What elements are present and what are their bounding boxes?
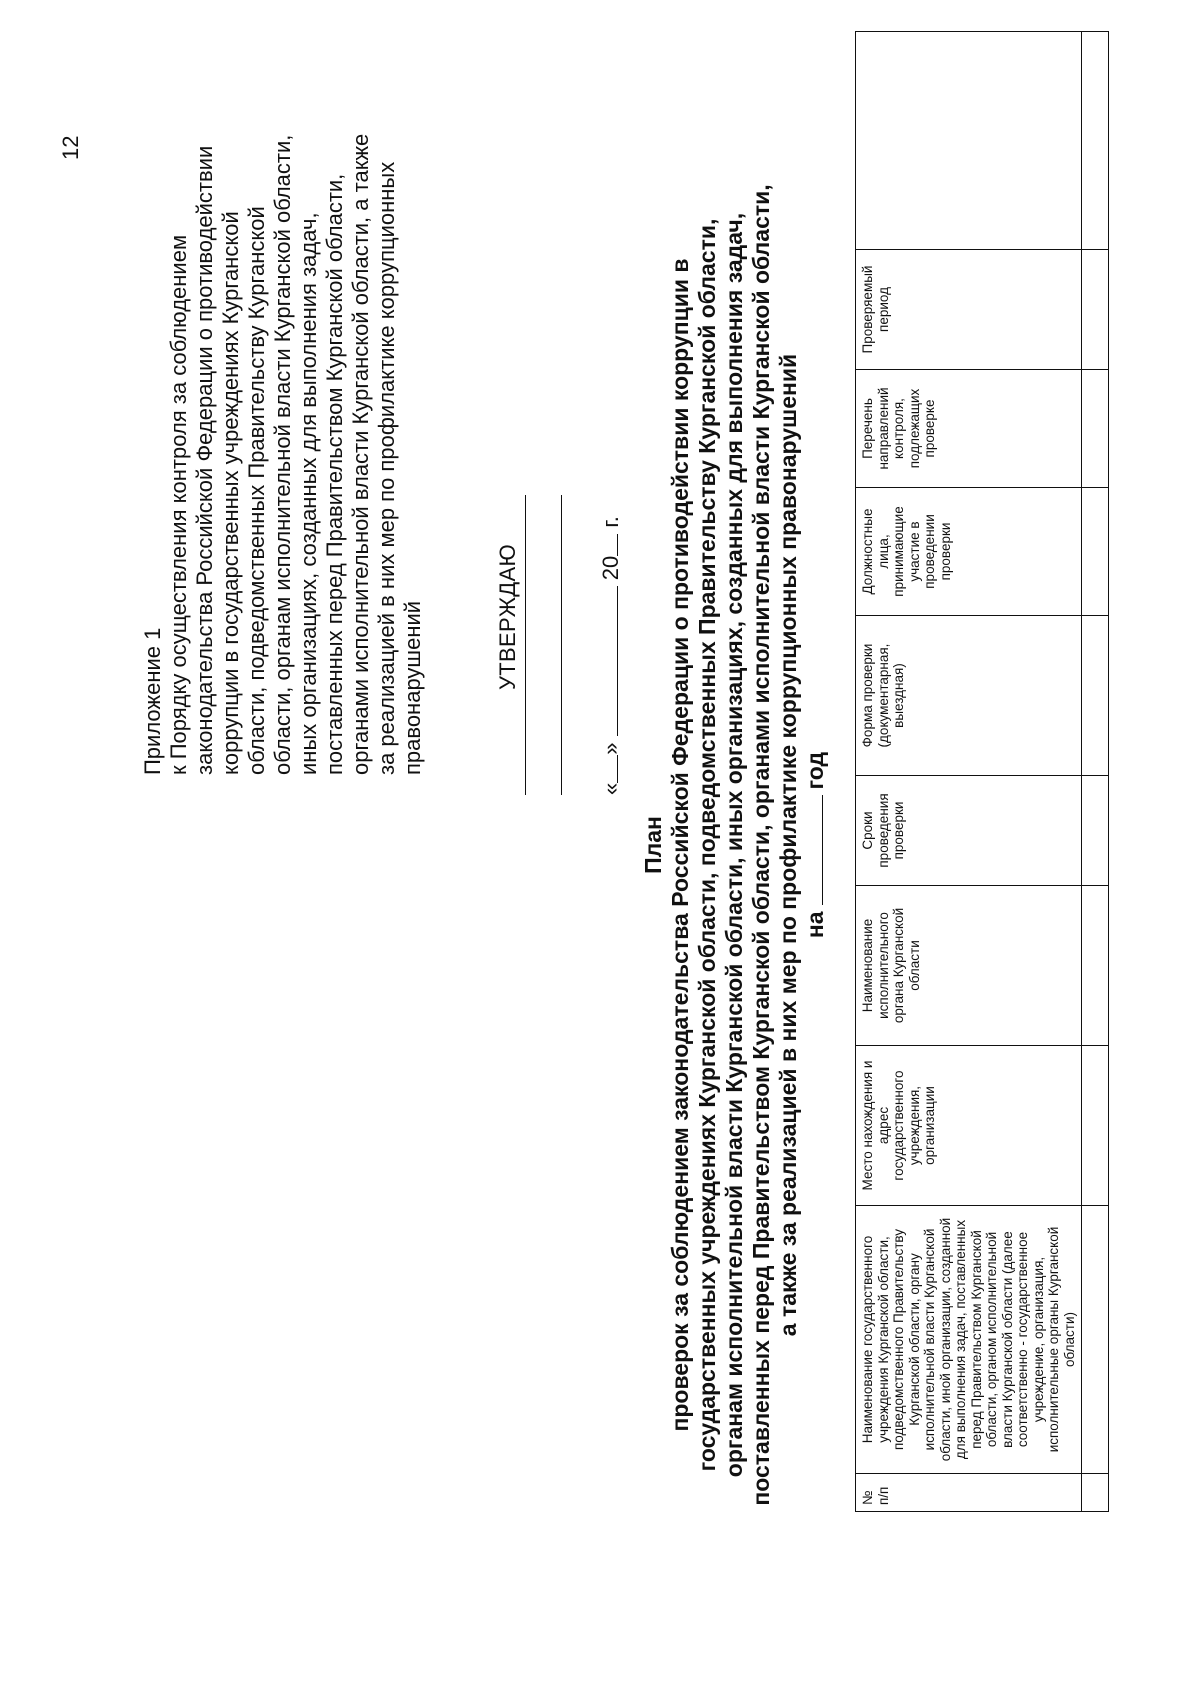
plan-on-label: на	[802, 911, 828, 939]
appendix-line: правонарушений	[400, 600, 425, 775]
table-row	[1082, 32, 1109, 1512]
appendix-line: органами исполнительной власти Курганской области, а также	[348, 133, 373, 775]
table-header-row	[856, 32, 1082, 1512]
header-number: № п/п	[856, 1474, 1082, 1512]
header-institution-name: Наименование государственного учреждения Курганской области, подведомственного Правительству Курганской области, органу исполнительной власти Курганской области, иной организации, созданной для выполнения задач, поставленных перед Правительством Курганской области, органом исполнительной власти Курганской области (далее соответственно - государственное учреждение, организация, исполнительные органы Курганской области)	[856, 1206, 1082, 1474]
header-officials: Должностные лица, принимающие участие в проведении проверки	[856, 488, 1082, 616]
appendix-line: Приложение 1	[140, 627, 165, 775]
appendix-line: за реализацией в них мер по профилактике коррупционных	[374, 161, 399, 775]
table-cell	[1082, 32, 1109, 250]
table-cell	[1082, 886, 1109, 1046]
date-day-blank	[597, 755, 618, 783]
date-open-quote: «	[598, 782, 623, 795]
table-cell	[1082, 1474, 1109, 1512]
appendix-line: коррупции в государственных учреждениях Курганской	[218, 211, 243, 775]
signature-line	[525, 495, 526, 795]
date-year-suffix: г.	[598, 516, 623, 528]
header-empty	[856, 32, 1082, 250]
appendix-note	[140, 85, 426, 775]
plan-table	[855, 31, 1109, 1512]
plan-year-blank	[804, 795, 823, 905]
signature-line	[561, 495, 562, 795]
header-executive-body: Наименование исполнительного органа Курганской области	[856, 886, 1082, 1046]
appendix-line: иных организациях, созданных для выполнения задач,	[296, 212, 321, 775]
plan-title-line: поставленных перед Правительством Курганской области, органами исполнительной власти Курганской области,	[748, 184, 774, 1506]
table-cell	[1082, 370, 1109, 488]
plan-title-line: проверок за соблюдением законодательства Российской Федерации о противодействии коррупции в	[667, 258, 693, 1432]
plan-title-line: органам исполнительной власти Курганской области, иных организациях, созданных для выполнения задач,	[721, 212, 747, 1478]
appendix-line: к Порядку осуществления контроля за соблюдением	[166, 234, 191, 775]
table-cell	[1082, 1206, 1109, 1474]
plan-year-line	[802, 0, 829, 1690]
plan-title-line: а также за реализацией в них мер по профилактике коррупционных правонарушений	[775, 353, 801, 1337]
approval-date	[597, 495, 624, 795]
date-month-blank	[597, 586, 618, 736]
table-cell	[1082, 488, 1109, 616]
header-location-address: Место нахождения и адрес государственного учреждения, организации	[856, 1046, 1082, 1206]
header-check-form: Форма проверки (документарная, выездная)	[856, 616, 1082, 776]
appendix-line: области, органам исполнительной власти Курганской области,	[270, 134, 295, 775]
appendix-line: области, подведомственных Правительству Курганской	[244, 206, 269, 775]
plan-year-label: год	[802, 751, 828, 790]
table-cell	[1082, 776, 1109, 886]
header-check-terms: Сроки проведения проверки	[856, 776, 1082, 886]
plan-title-line: государственных учреждениях Курганской области, подведомственных Правительству Курганской области,	[694, 218, 720, 1472]
appendix-line: законодательства Российской Федерации о противодействии	[192, 145, 217, 775]
date-year-blank	[597, 534, 618, 556]
table-cell	[1082, 250, 1109, 370]
appendix-line: поставленных перед Правительством Курганской области,	[322, 173, 347, 775]
header-control-directions: Перечень направлений контроля, подлежащих проверке	[856, 370, 1082, 488]
date-year-prefix: 20	[598, 555, 623, 581]
page-number: 12	[58, 135, 83, 160]
approval-label: УТВЕРЖДАЮ	[495, 543, 520, 690]
table-cell	[1082, 1046, 1109, 1206]
plan-title	[640, 0, 829, 1690]
plan-heading: План	[640, 816, 666, 874]
date-close-quote: »	[598, 742, 623, 755]
table-cell	[1082, 616, 1109, 776]
header-checked-period: Проверяемый период	[856, 250, 1082, 370]
